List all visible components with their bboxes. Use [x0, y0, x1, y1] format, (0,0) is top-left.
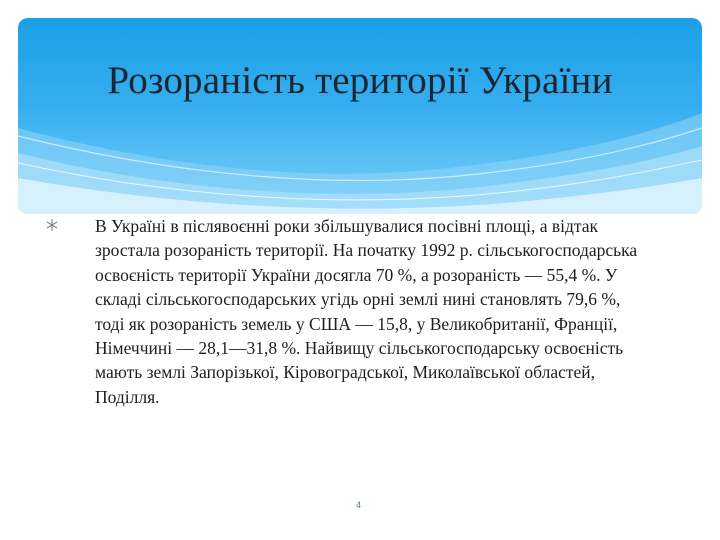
banner-wave-decoration [18, 18, 702, 214]
page-number: 4 [356, 500, 362, 510]
title-banner [18, 18, 702, 214]
page-title: Розораність території України [107, 59, 613, 102]
content-block [70, 214, 640, 409]
body-paragraph: В Україні в післявоєнні роки збільшувалися посівні площі, а відтак зростала розораність території. На початку 1992 р. сільськогосподарська освоєність території України досягла 70 %, а розораність — 55,4 %. У складі сільськогосподарських угідь орні землі нині становлять 79,6 %, тоді як розораність земель у США — 15,8, у Великобританії, Франції, Німеччині — 28,1—31,8 %. Найвищу сільськогосподарську освоєність мають землі Запорізької, Кіровоградської, Миколаївської областей, Поділля. [95, 216, 638, 407]
asterisk-bullet-icon [45, 218, 59, 232]
